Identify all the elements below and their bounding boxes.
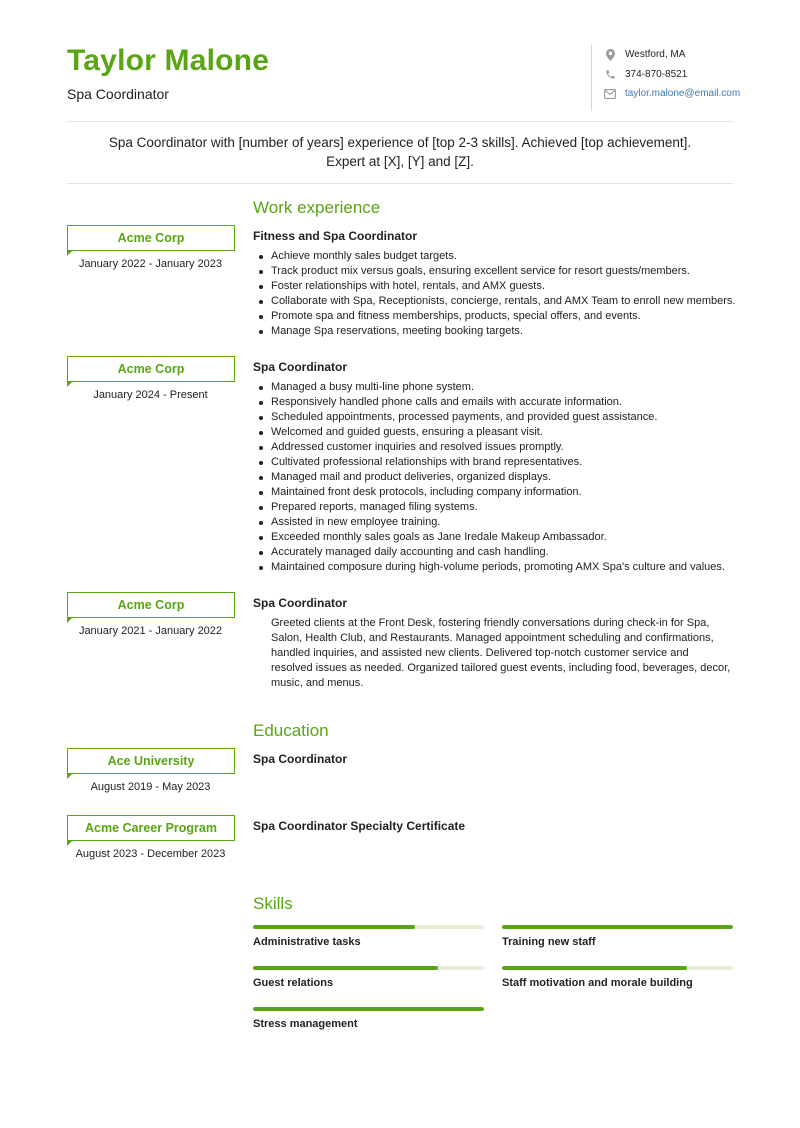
skill-name: Staff motivation and morale building <box>502 977 693 989</box>
list-item: Cultivated professional relationships with brand representatives. <box>256 455 736 470</box>
job-bullets <box>256 380 736 575</box>
skill-item <box>502 925 733 948</box>
list-item: Welcomed and guided guests, ensuring a pleasant visit. <box>256 425 736 440</box>
list-item: Managed a busy multi-line phone system. <box>256 380 736 395</box>
divider-top <box>67 121 733 122</box>
job-title: Spa Coordinator <box>253 596 348 610</box>
tag-tail <box>67 381 73 387</box>
skill-name: Stress management <box>253 1018 358 1030</box>
list-item: Responsively handled phone calls and emails with accurate information. <box>256 395 736 410</box>
list-item: Managed mail and product deliveries, organized displays. <box>256 470 736 485</box>
school-tag <box>67 815 234 841</box>
contact-phone <box>602 65 741 85</box>
contact-email[interactable] <box>602 84 741 104</box>
skill-name: Training new staff <box>502 936 596 948</box>
job-title: Spa Coordinator <box>253 360 348 374</box>
education-dates: August 2023 - December 2023 <box>75 848 226 860</box>
map-pin-icon <box>602 49 618 61</box>
candidate-name: Taylor Malone <box>67 44 270 77</box>
company-name: Acme Corp <box>117 362 185 376</box>
tag-tail <box>67 840 73 846</box>
company-name: Acme Corp <box>117 598 185 612</box>
skill-level-bar <box>253 925 484 929</box>
skill-item <box>502 966 733 989</box>
list-item: Collaborate with Spa, Receptionists, concierge, rentals, and AMX Team to enroll new members. <box>256 294 736 309</box>
job-bullets <box>256 249 736 339</box>
contact-location <box>602 45 741 65</box>
list-item: Maintained composure during high-volume periods, promoting AMX Spa's culture and values. <box>256 560 736 575</box>
skill-level-fill <box>253 925 415 929</box>
job-dates: January 2024 - Present <box>93 389 208 401</box>
skill-item <box>253 1007 484 1030</box>
degree-title: Spa Coordinator Specialty Certificate <box>253 819 466 833</box>
list-item: Prepared reports, managed filing systems. <box>256 500 736 515</box>
contact-block <box>591 45 741 111</box>
education-dates: August 2019 - May 2023 <box>90 781 211 793</box>
tag-tail <box>67 773 73 779</box>
list-item: Assisted in new employee training. <box>256 515 736 530</box>
work-experience-heading: Work experience <box>253 198 381 217</box>
school-name: Ace University <box>107 754 195 768</box>
company-name: Acme Corp <box>117 231 185 245</box>
list-item: Achieve monthly sales budget targets. <box>256 249 736 264</box>
skill-level-bar <box>502 925 733 929</box>
skill-name: Administrative tasks <box>253 936 361 948</box>
job-dates: January 2021 - January 2022 <box>78 625 223 637</box>
list-item: Promote spa and fitness memberships, products, special offers, and events. <box>256 309 736 324</box>
skill-item <box>253 925 484 948</box>
list-item: Accurately managed daily accounting and cash handling. <box>256 545 736 560</box>
degree-title: Spa Coordinator <box>253 752 348 766</box>
phone-text: 374-870-8521 <box>625 68 688 80</box>
phone-icon <box>602 69 618 80</box>
email-link[interactable]: taylor.malone@email.com <box>625 88 741 100</box>
company-tag <box>67 592 234 618</box>
list-item: Track product mix versus goals, ensuring excellent service for resort guests/members. <box>256 264 736 279</box>
skills-heading: Skills <box>253 894 293 913</box>
list-item: Addressed customer inquiries and resolved issues promptly. <box>256 440 736 455</box>
skill-level-fill <box>502 966 687 970</box>
company-tag <box>67 225 234 251</box>
tag-tail <box>67 250 73 256</box>
list-item: Foster relationships with hotel, rentals, and AMX guests. <box>256 279 736 294</box>
skill-level-fill <box>502 925 733 929</box>
list-item: Exceeded monthly sales goals as Jane Iredale Makeup Ambassador. <box>256 530 736 545</box>
location-text: Westford, MA <box>625 49 686 61</box>
skill-name: Guest relations <box>253 977 334 989</box>
job-dates: January 2022 - January 2023 <box>78 258 223 270</box>
company-tag <box>67 356 234 382</box>
list-item: Scheduled appointments, processed payments, and provided guest assistance. <box>256 410 736 425</box>
skill-level-bar <box>253 966 484 970</box>
school-tag <box>67 748 234 774</box>
envelope-icon <box>602 89 618 99</box>
skill-level-bar <box>502 966 733 970</box>
list-item: Maintained front desk protocols, including company information. <box>256 485 736 500</box>
school-name: Acme Career Program <box>84 821 217 835</box>
tag-tail <box>67 617 73 623</box>
skill-level-bar <box>253 1007 484 1011</box>
skill-item <box>253 966 484 989</box>
divider-summary <box>67 183 733 184</box>
education-heading: Education <box>253 721 329 740</box>
skill-level-fill <box>253 1007 484 1011</box>
skill-level-fill <box>253 966 438 970</box>
list-item: Manage Spa reservations, meeting booking targets. <box>256 324 736 339</box>
job-description: Greeted clients at the Front Desk, fostering friendly conversations during check-in for Spa, Salon, Health Club, and Restaurants. Managed appointment scheduling and confirmations, handled inquiries, and assisted new clients. Delivered top-notch customer service and resolved issues as needed. Organized tailored guest events, including food, beverages, decor, music, and menus. <box>271 617 731 689</box>
candidate-title: Spa Coordinator <box>67 86 169 102</box>
summary-text: Spa Coordinator with [number of years] experience of [top 2-3 skills]. Achieved [top achievement]. Expert at [X], [Y] and [Z]. <box>108 135 692 169</box>
job-title: Fitness and Spa Coordinator <box>253 229 418 243</box>
